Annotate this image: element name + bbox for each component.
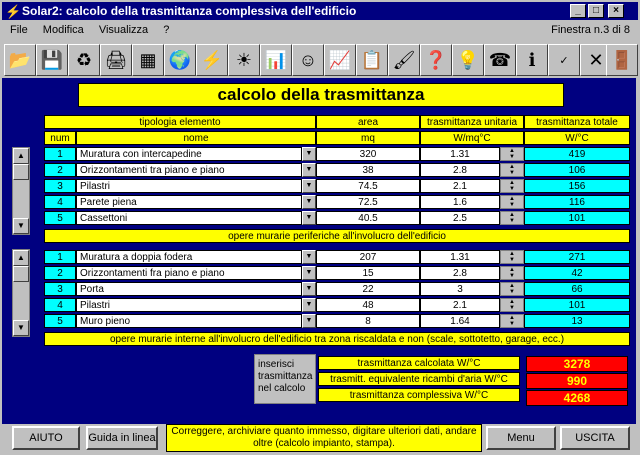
header-trasmittanza-totale: trasmittanza totale xyxy=(524,115,630,129)
chevron-down-icon[interactable]: ▼ xyxy=(302,282,316,296)
trasmittanza-totale-value: 42 xyxy=(524,266,630,280)
open-folder-icon[interactable]: 📂 xyxy=(4,44,36,76)
summary-value-calcolata: 3278 xyxy=(526,356,628,372)
menu-visualizza[interactable]: Visualizza xyxy=(98,24,149,36)
area-input[interactable]: 38 xyxy=(316,163,420,177)
trasmittanza-unitaria-input[interactable]: 1.31 xyxy=(420,250,500,264)
spin-down-arrow-icon[interactable]: ▼ xyxy=(509,170,515,176)
header-area-unit: mq xyxy=(316,131,420,145)
save-disk-icon[interactable]: 💾 xyxy=(36,44,68,76)
telephone-icon[interactable]: ☎ xyxy=(484,44,516,76)
chevron-down-icon[interactable]: ▼ xyxy=(302,266,316,280)
brush-icon[interactable]: 🖌 xyxy=(388,44,420,76)
summary-value-ricambi: 990 xyxy=(526,373,628,389)
chevron-down-icon[interactable]: ▼ xyxy=(302,163,316,177)
element-name-select[interactable]: Muratura con intercapedine xyxy=(76,147,302,161)
close-button[interactable]: × xyxy=(608,4,624,18)
trasmittanza-totale-value: 101 xyxy=(524,298,630,312)
chevron-down-icon[interactable]: ▼ xyxy=(302,211,316,225)
insert-transmittance-label: inserisci trasmittanza nel calcolo xyxy=(254,354,316,404)
spin-button[interactable] xyxy=(500,211,524,225)
trasmittanza-unitaria-input[interactable]: 3 xyxy=(420,282,500,296)
menu-modifica[interactable]: Modifica xyxy=(42,24,84,36)
trasmittanza-totale-value: 116 xyxy=(524,195,630,209)
row-num: 3 xyxy=(44,282,76,296)
element-name-select[interactable]: Porta xyxy=(76,282,302,296)
spin-button[interactable] xyxy=(500,195,524,209)
row-num: 5 xyxy=(44,211,76,225)
area-input[interactable]: 48 xyxy=(316,298,420,312)
header-tipologia: tipologia elemento xyxy=(44,115,316,129)
help-icon[interactable]: ❓ xyxy=(420,44,452,76)
bar-chart-icon[interactable]: 📊 xyxy=(260,44,292,76)
scroll-thumb[interactable] xyxy=(13,164,29,180)
printer-icon[interactable]: 🖨 xyxy=(100,44,132,76)
area-input[interactable]: 320 xyxy=(316,147,420,161)
spin-up-arrow-icon[interactable]: ▲ xyxy=(509,148,515,154)
summary-value-complessiva: 4268 xyxy=(526,390,628,406)
spin-up-arrow-icon[interactable]: ▲ xyxy=(509,315,515,321)
element-name-select[interactable]: Muratura a doppia fodera xyxy=(76,250,302,264)
row-num: 2 xyxy=(44,266,76,280)
trasmittanza-unitaria-input[interactable]: 2.1 xyxy=(420,298,500,312)
spellcheck-icon[interactable]: ✓ xyxy=(548,44,580,76)
exit-door-icon[interactable]: 🚪 xyxy=(606,44,638,76)
spin-button[interactable] xyxy=(500,250,524,264)
spin-up-arrow-icon[interactable]: ▲ xyxy=(509,196,515,202)
scrollbar-perimetrali[interactable] xyxy=(12,147,30,235)
element-name-select[interactable]: Orizzontamenti fra piano e piano xyxy=(76,266,302,280)
element-name-select[interactable]: Muro pieno xyxy=(76,314,302,328)
area-input[interactable]: 72.5 xyxy=(316,195,420,209)
spin-down-arrow-icon[interactable]: ▼ xyxy=(509,289,515,295)
menu-help[interactable]: ? xyxy=(163,24,170,36)
spin-up-arrow-icon[interactable]: ▲ xyxy=(509,267,515,273)
spin-button[interactable] xyxy=(500,147,524,161)
guida-in-linea-button[interactable]: Guida in linea xyxy=(86,426,158,450)
spin-up-arrow-icon[interactable]: ▲ xyxy=(509,283,515,289)
sun-icon[interactable]: ☀ xyxy=(228,44,260,76)
line-graph-icon[interactable]: 📈 xyxy=(324,44,356,76)
area-input[interactable]: 40.5 xyxy=(316,211,420,225)
element-name-select[interactable]: Pilastri xyxy=(76,179,302,193)
trasmittanza-unitaria-input[interactable]: 2.1 xyxy=(420,179,500,193)
lightning-icon[interactable]: ⚡ xyxy=(196,44,228,76)
scroll-thumb[interactable] xyxy=(13,266,29,282)
scroll-down-arrow-icon[interactable]: ▼ xyxy=(13,218,29,234)
spin-up-arrow-icon[interactable]: ▲ xyxy=(509,251,515,257)
area-input[interactable]: 207 xyxy=(316,250,420,264)
chevron-down-icon[interactable]: ▼ xyxy=(302,147,316,161)
close-x-icon[interactable]: ✕ xyxy=(580,44,612,76)
header-area: area xyxy=(316,115,420,129)
trasmittanza-unitaria-input[interactable]: 2.8 xyxy=(420,163,500,177)
menu-file[interactable]: File xyxy=(10,24,28,36)
row-num: 4 xyxy=(44,195,76,209)
lightbulb-icon[interactable]: 💡 xyxy=(452,44,484,76)
spin-up-arrow-icon[interactable]: ▲ xyxy=(509,212,515,218)
row-num: 2 xyxy=(44,163,76,177)
trasmittanza-totale-value: 66 xyxy=(524,282,630,296)
summary-label-calcolata: trasmittanza calcolata W/°C xyxy=(318,356,520,370)
footer-bar xyxy=(2,424,638,454)
row-num: 4 xyxy=(44,298,76,312)
trasmittanza-unitaria-input[interactable]: 1.31 xyxy=(420,147,500,161)
header-num: num xyxy=(44,131,76,145)
window-indicator: Finestra n.3 di 8 xyxy=(551,24,630,36)
area-input[interactable]: 8 xyxy=(316,314,420,328)
element-name-select[interactable]: Cassettoni xyxy=(76,211,302,225)
spin-button[interactable] xyxy=(500,163,524,177)
trasmittanza-totale-value: 106 xyxy=(524,163,630,177)
spin-button[interactable] xyxy=(500,314,524,328)
aiuto-button[interactable]: AIUTO xyxy=(12,426,80,450)
page-title: calcolo della trasmittanza xyxy=(78,83,564,107)
caption-perimetrali: opere murarie periferiche all'involucro dell'edificio xyxy=(44,229,630,243)
trasmittanza-unitaria-input[interactable]: 1.6 xyxy=(420,195,500,209)
spin-button[interactable] xyxy=(500,179,524,193)
spin-down-arrow-icon[interactable]: ▼ xyxy=(509,273,515,279)
trasmittanza-totale-value: 13 xyxy=(524,314,630,328)
smiley-icon[interactable]: ☺ xyxy=(292,44,324,76)
trasmittanza-unitaria-input[interactable]: 2.8 xyxy=(420,266,500,280)
element-name-select[interactable]: Parete piena xyxy=(76,195,302,209)
calculator-icon[interactable]: ▦ xyxy=(132,44,164,76)
scroll-down-arrow-icon[interactable]: ▼ xyxy=(13,320,29,336)
area-input[interactable]: 22 xyxy=(316,282,420,296)
row-num: 1 xyxy=(44,147,76,161)
trasmittanza-totale-value: 156 xyxy=(524,179,630,193)
chevron-down-icon[interactable]: ▼ xyxy=(302,179,316,193)
minimize-button[interactable]: _ xyxy=(570,4,586,18)
notepad-icon[interactable]: 📋 xyxy=(356,44,388,76)
area-input[interactable]: 74.5 xyxy=(316,179,420,193)
chevron-down-icon[interactable]: ▼ xyxy=(302,298,316,312)
toolbar xyxy=(2,42,638,78)
spin-down-arrow-icon[interactable]: ▼ xyxy=(509,202,515,208)
spin-button[interactable] xyxy=(500,282,524,296)
spin-up-arrow-icon[interactable]: ▲ xyxy=(509,299,515,305)
chevron-down-icon[interactable]: ▼ xyxy=(302,314,316,328)
header-trasmittanza-unitaria: trasmittanza unitaria xyxy=(420,115,524,129)
area-input[interactable]: 15 xyxy=(316,266,420,280)
chevron-down-icon[interactable]: ▼ xyxy=(302,195,316,209)
scrollbar-interne[interactable] xyxy=(12,249,30,337)
row-num: 3 xyxy=(44,179,76,193)
summary-label-complessiva: trasmittanza complessiva W/°C xyxy=(318,388,520,402)
scroll-up-arrow-icon[interactable]: ▲ xyxy=(13,148,29,164)
globe-icon[interactable]: 🌍 xyxy=(164,44,196,76)
menu-bar xyxy=(2,21,638,39)
spin-down-arrow-icon[interactable]: ▼ xyxy=(509,154,515,160)
spin-down-arrow-icon[interactable]: ▼ xyxy=(509,186,515,192)
element-name-select[interactable]: Orizzontamenti tra piano e piano xyxy=(76,163,302,177)
spin-up-arrow-icon[interactable]: ▲ xyxy=(509,180,515,186)
row-num: 5 xyxy=(44,314,76,328)
title-bar xyxy=(2,2,638,20)
recycle-icon[interactable]: ♻ xyxy=(68,44,100,76)
chevron-down-icon[interactable]: ▼ xyxy=(302,250,316,264)
window-title: Solar2: calcolo della trasmittanza complessiva dell'edificio xyxy=(22,4,357,18)
caption-interne: opere murarie interne all'involucro dell'edificio tra zona riscaldata e non (scale, sottotetto, garage, ecc.) xyxy=(44,332,630,346)
spin-down-arrow-icon[interactable]: ▼ xyxy=(509,321,515,327)
header-nome: nome xyxy=(76,131,316,145)
spin-button[interactable] xyxy=(500,298,524,312)
scroll-up-arrow-icon[interactable]: ▲ xyxy=(13,250,29,266)
status-message: Correggere, archiviare quanto immesso, digitare ulteriori dati, andare oltre (calcolo impianto, stampa). xyxy=(166,424,482,452)
spin-down-arrow-icon[interactable]: ▼ xyxy=(509,218,515,224)
header-tu-unit: W/mq°C xyxy=(420,131,524,145)
row-num: 1 xyxy=(44,250,76,264)
menu-button[interactable]: Menu xyxy=(486,426,556,450)
trasmittanza-unitaria-input[interactable]: 2.5 xyxy=(420,211,500,225)
trasmittanza-totale-value: 101 xyxy=(524,211,630,225)
maximize-button[interactable]: □ xyxy=(588,4,604,18)
spin-down-arrow-icon[interactable]: ▼ xyxy=(509,305,515,311)
trasmittanza-unitaria-input[interactable]: 1.64 xyxy=(420,314,500,328)
info-icon[interactable]: ℹ xyxy=(516,44,548,76)
element-name-select[interactable]: Pilastri xyxy=(76,298,302,312)
main-panel xyxy=(2,78,636,424)
uscita-button[interactable]: USCITA xyxy=(560,426,630,450)
spin-button[interactable] xyxy=(500,266,524,280)
header-tt-unit: W/°C xyxy=(524,131,630,145)
spin-down-arrow-icon[interactable]: ▼ xyxy=(509,257,515,263)
summary-label-ricambi: trasmitt. equivalente ricambi d'aria W/°C xyxy=(318,372,520,386)
trasmittanza-totale-value: 271 xyxy=(524,250,630,264)
trasmittanza-totale-value: 419 xyxy=(524,147,630,161)
spin-up-arrow-icon[interactable]: ▲ xyxy=(509,164,515,170)
lightning-app-icon: ⚡ xyxy=(5,4,22,19)
